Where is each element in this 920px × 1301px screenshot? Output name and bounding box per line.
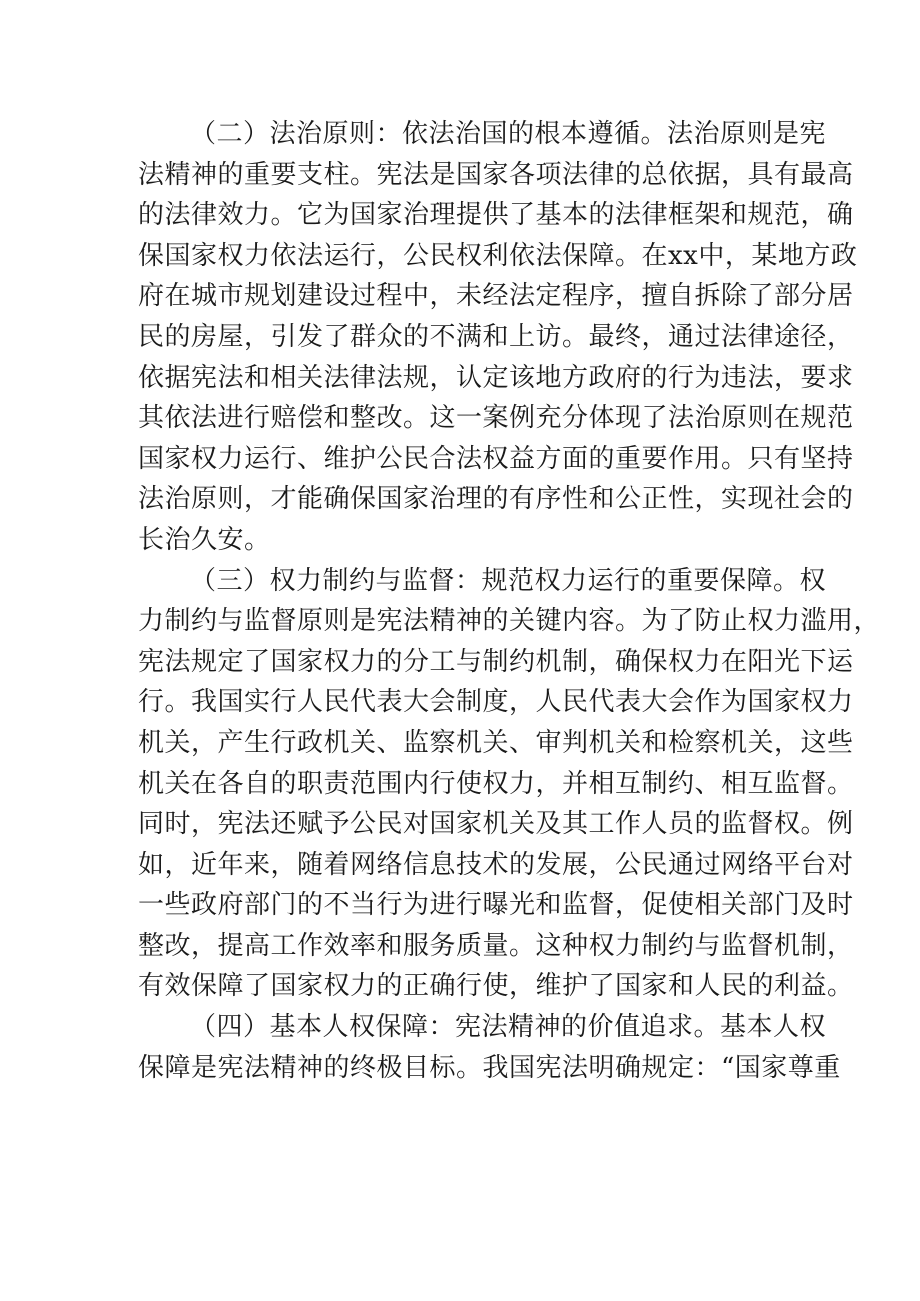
paragraph-line: 有效保障了国家权力的正确行使，维护了国家和人民的利益。 — [138, 971, 854, 1002]
paragraph-line: 如，近年来，随着网络信息技术的发展，公民通过网络平台对 — [138, 849, 854, 880]
paragraph-line: 同时，宪法还赋予公民对国家机关及其工作人员的监督权。例 — [138, 809, 854, 840]
paragraph-line: 行。我国实行人民代表大会制度，人民代表大会作为国家权力 — [138, 687, 854, 718]
paragraph-line: 力制约与监督原则是宪法精神的关键内容。为了防止权力滥用， — [138, 606, 881, 637]
paragraph-line: 机关，产生行政机关、监察机关、审判机关和检察机关，这些 — [138, 727, 854, 758]
paragraph-line: 机关在各自的职责范围内行使权力，并相互制约、相互监督。 — [138, 768, 854, 799]
paragraph-line: （二）法治原则：依法治国的根本遵循。法治原则是宪 — [190, 119, 827, 149]
paragraph-rule-of-law — [138, 114, 858, 561]
document-body — [138, 114, 881, 1088]
paragraph-line: 法治原则，才能确保国家治理的有序性和公正性，实现社会的 — [138, 484, 854, 515]
paragraph-line: 保国家权力依法运行，公民权利依法保障。在xx中，某地方政 — [138, 240, 858, 271]
paragraph-line: （三）权力制约与监督：规范权力运行的重要保障。权 — [190, 565, 827, 596]
paragraph-line: 一些政府部门的不当行为进行曝光和监督，促使相关部门及时 — [138, 890, 854, 921]
paragraph-line: 的法律效力。它为国家治理提供了基本的法律框架和规范，确 — [138, 200, 854, 231]
paragraph-line: （四）基本人权保障：宪法精神的价值追求。基本人权 — [190, 1012, 827, 1043]
paragraph-line: 其依法进行赔偿和整改。这一案例充分体现了法治原则在规范 — [138, 403, 854, 434]
paragraph-line: 宪法规定了国家权力的分工与制约机制，确保权力在阳光下运 — [138, 646, 854, 677]
paragraph-line: 国家权力运行、维护公民合法权益方面的重要作用。只有坚持 — [138, 443, 854, 474]
paragraph-line: 保障是宪法精神的终极目标。我国宪法明确规定：“国家尊重 — [138, 1052, 841, 1083]
paragraph-line: 依据宪法和相关法律法规，认定该地方政府的行为违法，要求 — [138, 362, 854, 393]
paragraph-line: 府在城市规划建设过程中，未经法定程序，擅自拆除了部分居 — [138, 281, 854, 312]
paragraph-line: 整改，提高工作效率和服务质量。这种权力制约与监督机制， — [138, 930, 854, 961]
paragraph-line: 法精神的重要支柱。宪法是国家各项法律的总依据，具有最高 — [138, 159, 854, 190]
paragraph-line: 民的房屋，引发了群众的不满和上访。最终，通过法律途径， — [138, 321, 854, 352]
paragraph-checks-and-supervision — [138, 561, 881, 1008]
paragraph-human-rights — [138, 1007, 841, 1088]
paragraph-line: 长治久安。 — [138, 524, 271, 555]
